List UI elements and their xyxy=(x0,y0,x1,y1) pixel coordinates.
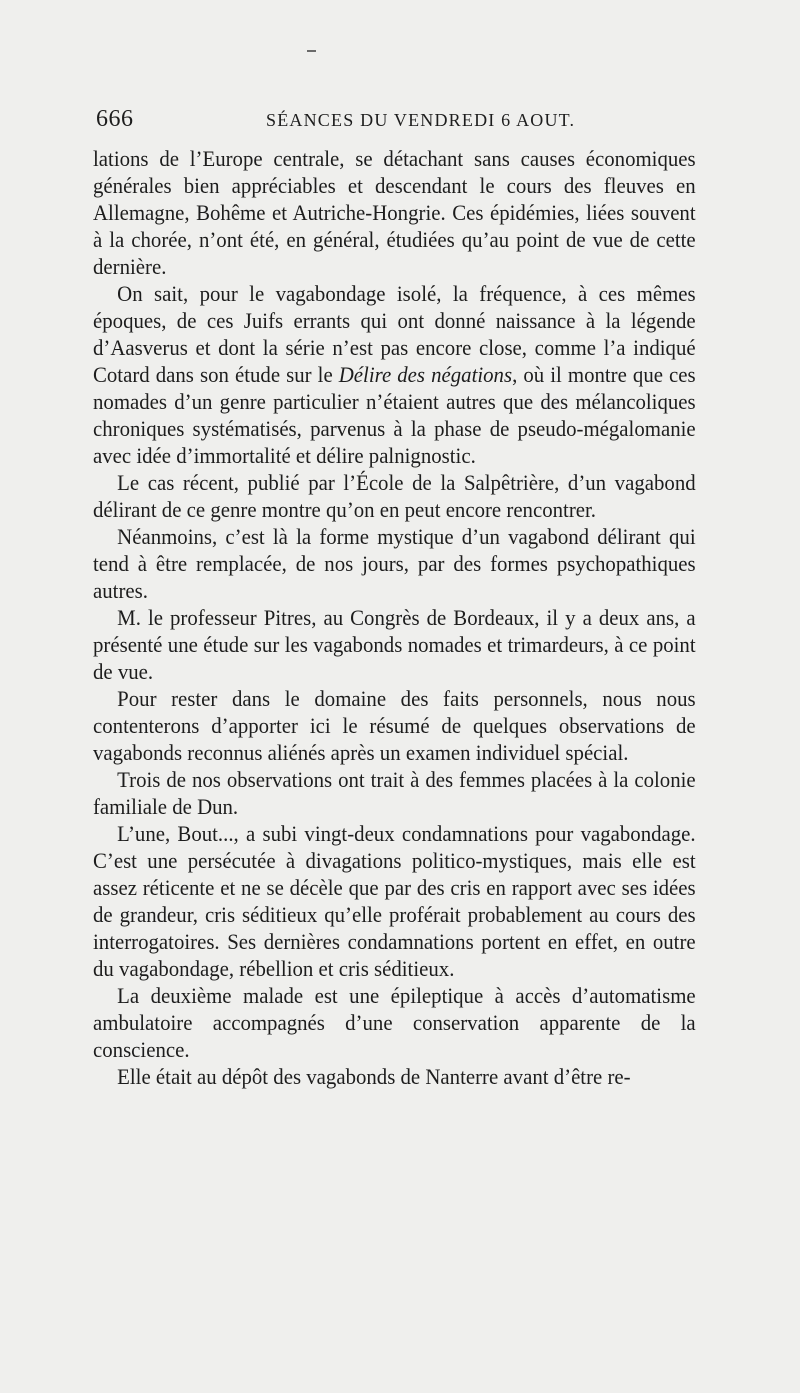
body-text xyxy=(93,145,696,1090)
paragraph: L’une, Bout..., a subi vingt-deux condamnations pour vagabondage. C’est une persécutée à divagations politico-mystiques, mais elle est assez réticente et ne se décèle que par des cris en rapport avec ses idées de grandeur, cris séditieux qu’elle proférait probablement au cours des interrogatoires. Ses dernières condamnations portent en effet, en outre du vagabondage, rébellion et cris séditieux. xyxy=(93,821,696,981)
paragraph: Le cas récent, publié par l’École de la Salpêtrière, d’un vagabond délirant de ce genre montre qu’on en peut encore rencontrer. xyxy=(93,470,696,522)
paragraph: Trois de nos observations ont trait à des femmes placées à la colonie familiale de Dun. xyxy=(93,767,696,819)
paragraph: La deuxième malade est une épileptique à accès d’automatisme ambulatoire accompagnés d’une conservation apparente de la conscience. xyxy=(93,983,696,1062)
running-title: SÉANCES DU VENDREDI 6 AOUT. xyxy=(266,110,576,130)
paragraph: lations de l’Europe centrale, se détachant sans causes économiques générales bien appréciables et descendant le cours des fleuves en Allemagne, Bohême et Autriche-Hongrie. Ces épidémies, liées souvent à la chorée, n’ont été, en général, étudiées qu’au point de vue de cette dernière. xyxy=(93,146,696,279)
paragraph: Néanmoins, c’est là la forme mystique d’un vagabond délirant qui tend à être remplacée, de nos jours, par des formes psychopathiques autres. xyxy=(93,524,696,603)
page-number: 666 xyxy=(96,106,134,132)
paragraph: Elle était au dépôt des vagabonds de Nanterre avant d’être re- xyxy=(117,1064,631,1089)
paragraph-text: , où il montre que ces nomades d’un genre particulier n’étaient autres que des mélancoliques chroniques systématisés, parvenus à la phase de pseudo-mégalomanie avec idée d’immortalité et délire palnignostic. xyxy=(93,362,696,468)
top-mark xyxy=(307,50,316,52)
paragraph: M. le professeur Pitres, au Congrès de Bordeaux, il y a deux ans, a présenté une étude sur les vagabonds nomades et trimardeurs, à ce point de vue. xyxy=(93,605,696,684)
paragraph-text: On sait, pour le vagabondage isolé, la fréquence, à ces mêmes époques, de ces Juifs errants qui ont donné naissance à la légende d’Aasverus et dont la série n’est pas encore close, comme l’a indiqué Cotard dans son étude sur le xyxy=(93,281,696,387)
paragraph xyxy=(93,280,696,469)
italic-title: Délire des négations xyxy=(338,362,513,387)
paragraph: Pour rester dans le domaine des faits personnels, nous nous contenterons d’apporter ici le résumé de quelques observations de vagabonds reconnus aliénés après un examen individuel spécial. xyxy=(93,686,696,765)
page-header xyxy=(96,106,696,140)
